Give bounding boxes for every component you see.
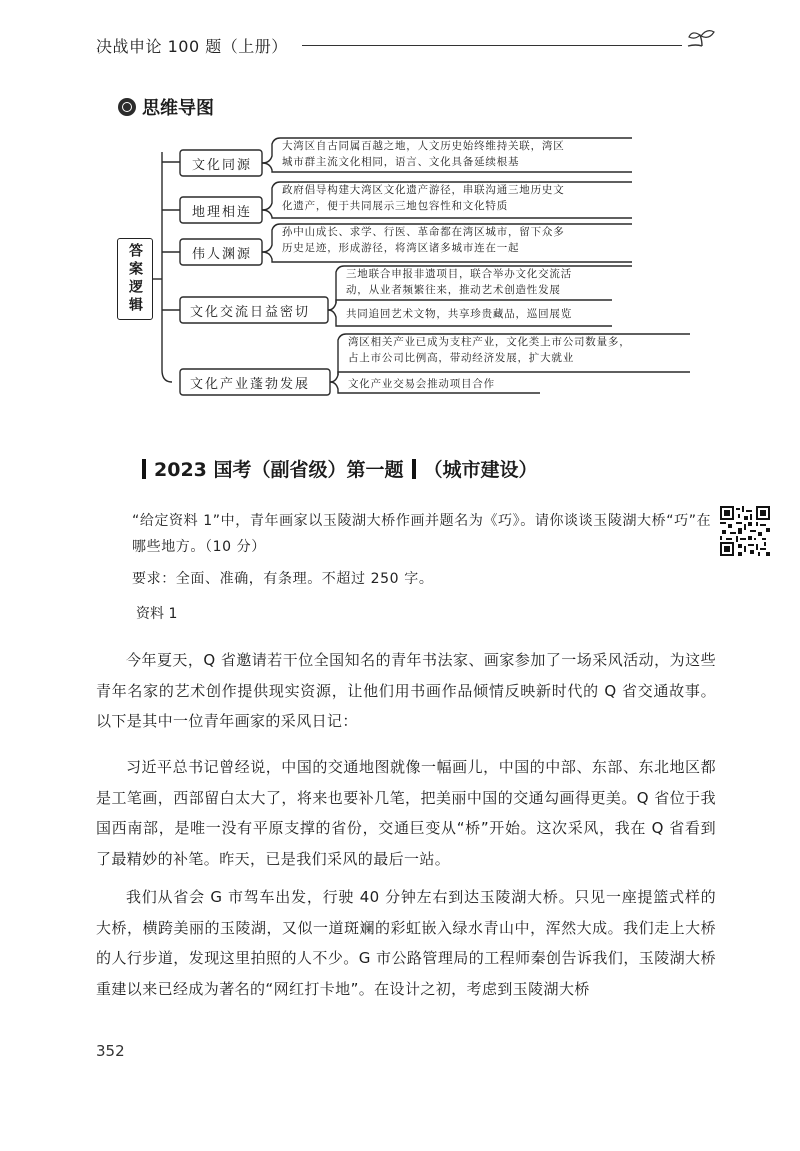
material-paragraph-3: 我们从省会 G 市驾车出发，行驶 40 分钟左右到达玉陵湖大桥。只见一座提篮式样的大桥，横跨美丽的玉陵湖，又似一道斑斓的彩虹嵌入绿水青山中，浑然大成。我们走上大桥的人行步道，发现这里拍照的人不少。G 市公路管理局的工程师秦创告诉我们，玉陵湖大桥重建以来已经成为著名的“网红打卡地”。在设计之初，考虑到玉陵湖大桥 — [96, 888, 716, 998]
note-2-2: 化遗产，便于共同展示三地包容性和文化特质 — [282, 200, 508, 212]
running-head: 决战申论 100 题（上册） — [96, 37, 288, 56]
note-5-3: 文化产业交易会推动项目合作 — [348, 378, 495, 390]
note-5-2: 占上市公司比例高，带动经济发展，扩大就业 — [348, 352, 574, 364]
note-4-1: 三地联合申报非遗项目，联合举办文化交流活 — [346, 268, 572, 280]
title-bar-left — [142, 459, 146, 479]
title-bar-right — [412, 459, 416, 479]
material-label: 资料 1 — [136, 606, 178, 622]
branch-label-5: 文化产业蓬勃发展 — [190, 377, 311, 392]
note-1-1: 大湾区自古同属百越之地，人文历史始终维持关联，湾区 — [282, 140, 565, 152]
section-tag: （城市建设） — [423, 459, 538, 481]
note-4-3: 共同追回艺术文物，共享珍贵藏品，巡回展览 — [346, 308, 572, 320]
material-paragraph-2: 习近平总书记曾经说，中国的交通地图就像一幅画儿，中国的中部、东部、东北地区都是工笔画，西部留白太大了，将来也要补几笔，把美丽中国的交通勾画得更美。Q 省位于我国西南部，是唯一没有平原支撑的省份，交通巨变从“桥”开始。这次采风，我在 Q 省看到了最精妙的补笔。昨天，已是我们采风的最后一站。 — [96, 758, 716, 868]
branch-label-2: 地理相连 — [192, 205, 253, 220]
mindmap-heading-text: 思维导图 — [142, 98, 214, 119]
note-2-1: 政府倡导构建大湾区文化遗产游径，串联沟通三地历史文 — [282, 184, 565, 196]
question-requirement: 要求：全面、准确，有条理。不超过 250 字。 — [132, 571, 434, 587]
note-3-2: 历史足迹，形成游径，将湾区诸多城市连在一起 — [282, 242, 520, 254]
mindmap-root — [117, 238, 153, 320]
note-5-1: 湾区相关产业已成为支柱产业，文化类上市公司数量多， — [348, 336, 631, 348]
qr-code-icon[interactable] — [720, 505, 770, 557]
branch-label-3: 伟人渊源 — [192, 247, 253, 262]
mindmap-spine — [162, 152, 172, 382]
branch-label-1: 文化同源 — [192, 158, 253, 173]
note-1-2: 城市群主流文化相同，语言、文化具备延续根基 — [282, 156, 520, 168]
question-text: “给定资料 1”中，青年画家以玉陵湖大桥作画并题名为《巧》。请你谈谈玉陵湖大桥“巧”在哪些地方。（10 分） — [132, 513, 712, 555]
section-title — [142, 455, 538, 482]
note-3-1: 孙中山成长、求学、行医、革命都在湾区城市，留下众多 — [282, 226, 565, 238]
mindmap-root-label: 答案逻辑 — [127, 243, 143, 315]
note-4-2: 动，从业者频繁往来，推动艺术创造性发展 — [346, 284, 561, 296]
page-number: 352 — [96, 1042, 125, 1060]
branch-label-4: 文化交流日益密切 — [190, 305, 311, 320]
section-title-text: 2023 国考（副省级）第一题 — [154, 459, 404, 481]
material-paragraph-1: 今年夏天，Q 省邀请若干位全国知名的青年书法家、画家参加了一场采风活动，为这些青年名家的艺术创作提供现实资源，让他们用书画作品倾情反映新时代的 Q 省交通故事。以下是其中一位青年画家的采风日记： — [96, 651, 716, 730]
